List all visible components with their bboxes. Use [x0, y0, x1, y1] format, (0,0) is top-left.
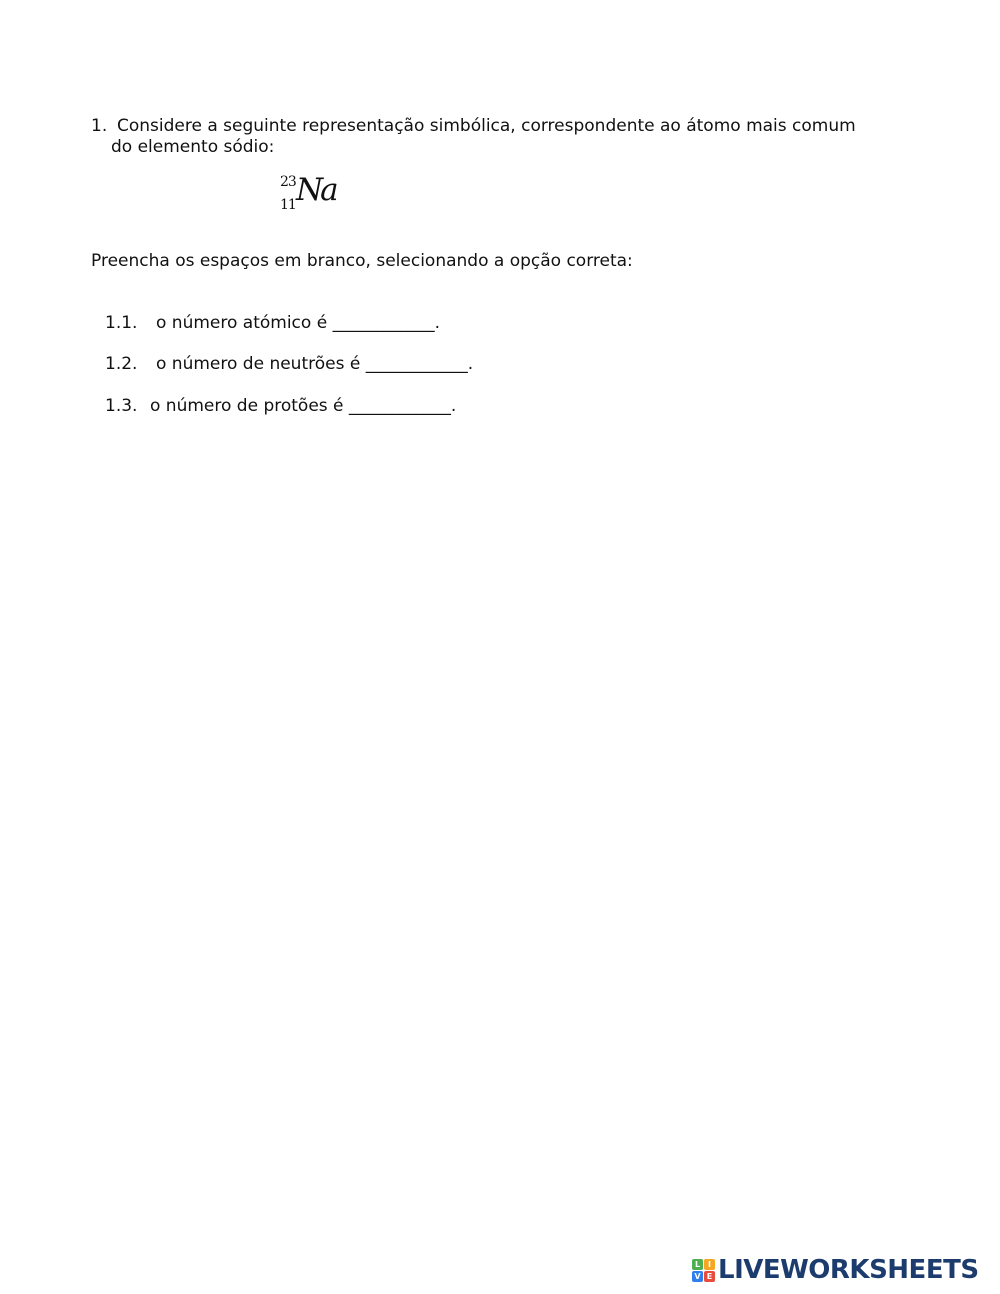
instruction-text: Preencha os espaços em branco, selecionando a opção correta:: [91, 251, 633, 271]
fill-item-1: [105, 313, 440, 334]
mass-number: 23: [280, 174, 296, 190]
logo-icon-tile: V: [692, 1271, 703, 1282]
question-text-line-2: do elemento sódio:: [111, 137, 275, 157]
logo-icon-tile: L: [692, 1259, 703, 1270]
nuclide-notation: [280, 172, 360, 222]
logo-icon-tile: I: [704, 1259, 715, 1270]
question-number: 1.: [91, 116, 108, 136]
question-1-line-1: [91, 116, 921, 137]
question-1: [91, 116, 921, 158]
item-text: o número de neutrões é ____________.: [156, 354, 474, 374]
fill-item-2: [105, 354, 473, 375]
logo-text: LIVEWORKSHEETS: [718, 1255, 979, 1285]
atomic-number: 11: [280, 197, 296, 213]
item-text: o número atómico é ____________.: [156, 313, 440, 333]
logo-icon: [692, 1259, 715, 1282]
logo-icon-tile: E: [704, 1271, 715, 1282]
question-text-line-1: Considere a seguinte representação simbólica, correspondente ao átomo mais comum: [117, 116, 856, 136]
item-number: 1.2.: [105, 354, 138, 374]
item-number: 1.3.: [105, 396, 138, 416]
item-text: o número de protões é ____________.: [150, 396, 457, 416]
element-symbol: Na: [296, 172, 336, 208]
fill-item-3: [105, 396, 456, 417]
liveworksheets-logo: [692, 1255, 979, 1285]
item-number: 1.1.: [105, 313, 138, 333]
